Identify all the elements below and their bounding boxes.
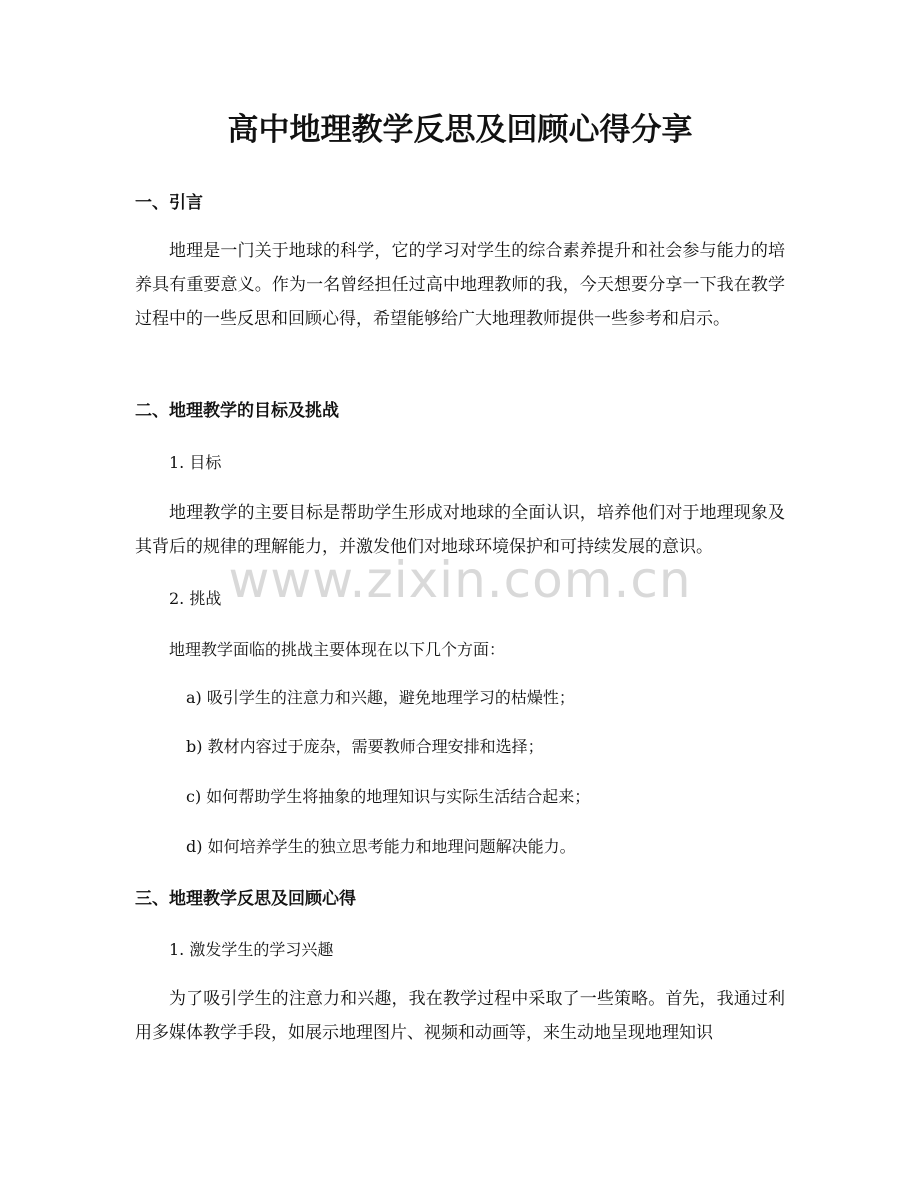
document-title: 高中地理教学反思及回顾心得分享	[227, 112, 693, 148]
section-heading-goals-challenges: 二、地理教学的目标及挑战	[135, 401, 339, 421]
watermark: www.zixin.com.cn	[228, 551, 692, 609]
intro-paragraph: 地理是一门关于地球的科学，它的学习对学生的综合素养提升和社会参与能力的培养具有重要意义。作为一名曾经担任过高中地理教师的我，今天想要分享一下我在教学过程中的一些反思和回顾心得，希望能够给广大地理教师提供一些参考和启示。	[135, 241, 785, 329]
subheading-interest: 1. 激发学生的学习兴趣	[169, 940, 334, 959]
challenge-item-c: c) 如何帮助学生将抽象的地理知识与实际生活结合起来；	[186, 787, 591, 806]
challenge-item-a: a) 吸引学生的注意力和兴趣，避免地理学习的枯燥性；	[186, 688, 575, 707]
subheading-challenges: 2. 挑战	[169, 589, 222, 608]
interest-paragraph: 为了吸引学生的注意力和兴趣，我在教学过程中采取了一些策略。首先，我通过利用多媒体教学手段，如展示地理图片、视频和动画等，来生动地呈现地理知识	[135, 989, 785, 1043]
challenge-item-b: b) 教材内容过于庞杂，需要教师合理安排和选择；	[186, 737, 544, 756]
section-heading-intro: 一、引言	[135, 193, 203, 213]
subheading-goals: 1. 目标	[169, 453, 222, 472]
challenges-intro: 地理教学面临的挑战主要体现在以下几个方面：	[169, 640, 506, 659]
section-heading-reflection: 三、地理教学反思及回顾心得	[135, 889, 356, 909]
challenge-item-d: d) 如何培养学生的独立思考能力和地理问题解决能力。	[186, 837, 576, 856]
goals-paragraph: 地理教学的主要目标是帮助学生形成对地球的全面认识，培养他们对于地理现象及其背后的规律的理解能力，并激发他们对地球环境保护和可持续发展的意识。	[135, 503, 785, 557]
